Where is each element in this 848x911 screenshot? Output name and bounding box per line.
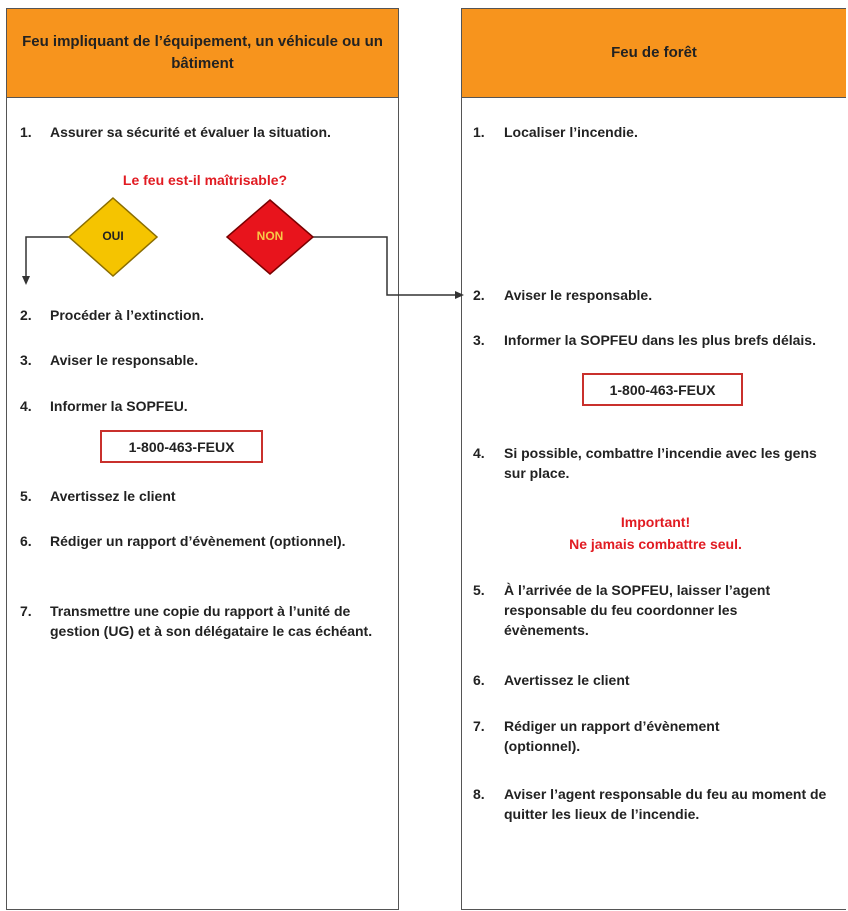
step-number: 6. [473, 672, 485, 688]
step-number: 2. [473, 287, 485, 303]
right-step-8 [473, 784, 838, 824]
step-text: Aviser l’agent responsable du feu au moment de quitter les lieux de l’incendie. [504, 786, 827, 822]
step-number: 8. [473, 786, 485, 802]
left-step-7 [20, 601, 390, 641]
left-header: Feu impliquant de l’équipement, un véhicule ou un bâtiment [7, 9, 398, 98]
non-label: NON [256, 229, 284, 243]
left-step-2 [20, 305, 390, 325]
left-step-5 [20, 486, 390, 506]
step-number: 2. [20, 307, 32, 323]
step-number: 1. [473, 124, 485, 140]
right-phone-number: 1-800-463-FEUX [582, 373, 743, 406]
non-arrowhead [455, 291, 464, 299]
step-text: À l’arrivée de la SOPFEU, laisser l’agent responsable du feu coordonner les évènements. [504, 582, 771, 638]
step-text: Rédiger un rapport d’évènement (optionnel). [504, 718, 720, 754]
left-step-6 [20, 531, 360, 551]
step-text: Aviser le responsable. [504, 287, 653, 303]
oui-label: OUI [102, 229, 124, 243]
step-number: 4. [473, 445, 485, 461]
step-text: Si possible, combattre l’incendie avec les gens sur place. [504, 445, 817, 481]
step-number: 5. [20, 488, 32, 504]
right-step-7 [473, 716, 793, 756]
step-text: Informer la SOPFEU. [50, 398, 188, 414]
step-number: 3. [473, 332, 485, 348]
left-phone-number: 1-800-463-FEUX [100, 430, 263, 463]
step-text: Transmettre une copie du rapport à l’unité de gestion (UG) et à son délégataire le cas échéant. [50, 603, 373, 639]
right-step-4 [473, 443, 838, 483]
right-step-5 [473, 580, 803, 640]
step-number: 5. [473, 582, 485, 598]
step-text: Procéder à l’extinction. [50, 307, 205, 323]
right-step-1 [473, 122, 838, 142]
step-text: Avertissez le client [504, 672, 630, 688]
step-number: 6. [20, 533, 32, 549]
left-step-4 [20, 396, 390, 416]
left-step-1 [20, 122, 390, 142]
step-number: 7. [20, 603, 32, 619]
non-connector [313, 237, 455, 295]
fire-question: Le feu est-il maîtrisable? [122, 172, 288, 188]
right-step-6 [473, 670, 838, 690]
oui-connector [26, 237, 70, 278]
step-number: 7. [473, 718, 485, 734]
step-text: Localiser l’incendie. [504, 124, 638, 140]
step-text: Assurer sa sécurité et évaluer la situation. [50, 124, 331, 140]
right-step-2 [473, 285, 838, 305]
right-step-3 [473, 330, 841, 350]
important-warning: Ne jamais combattre seul. [569, 536, 742, 552]
step-number: 1. [20, 124, 32, 140]
step-text: Rédiger un rapport d’évènement (optionnel). [50, 533, 346, 549]
step-number: 4. [20, 398, 32, 414]
step-number: 3. [20, 352, 32, 368]
step-text: Aviser le responsable. [50, 352, 199, 368]
step-text: Informer la SOPFEU dans les plus brefs délais. [504, 332, 816, 348]
left-step-3 [20, 350, 390, 370]
step-text: Avertissez le client [50, 488, 176, 504]
right-header: Feu de forêt [462, 9, 846, 98]
important-heading: Important! [620, 514, 691, 530]
oui-arrowhead [22, 276, 30, 285]
